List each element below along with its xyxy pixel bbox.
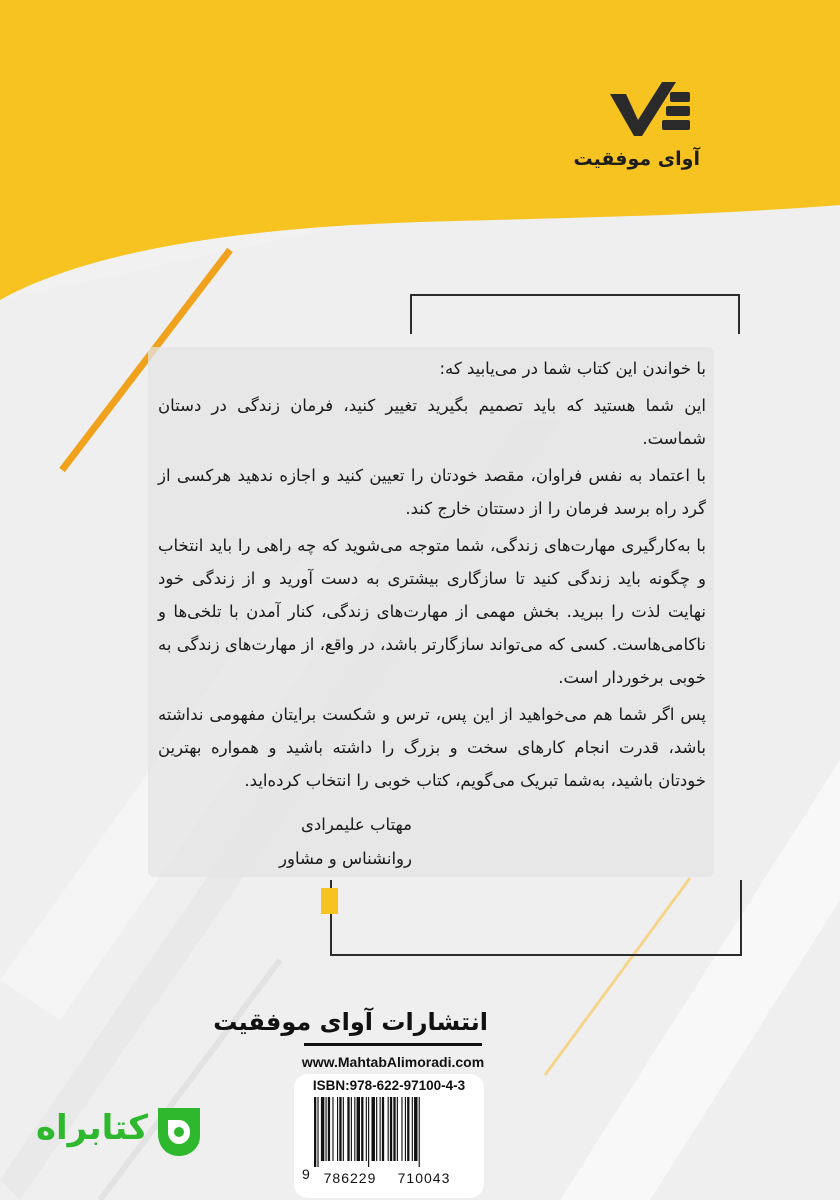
intro-line: با خواندن این کتاب شما در می‌یابید که:	[439, 359, 706, 378]
barcode-bar	[339, 1097, 341, 1161]
barcode	[312, 1097, 462, 1169]
barcode-bar	[368, 1097, 369, 1167]
brand-logo	[573, 78, 700, 188]
author-title: روانشناس و مشاور	[279, 849, 412, 868]
barcode-bar	[380, 1097, 381, 1161]
barcode-bar	[366, 1097, 367, 1161]
barcode-digits-right: 710043	[397, 1170, 451, 1186]
barcode-bar	[314, 1097, 316, 1167]
ketabrah-leaf-icon[interactable]	[150, 1102, 208, 1160]
barcode-bar	[372, 1097, 375, 1161]
paragraph: با اعتماد به نفس فراوان، مقصد خودتان را تعیین کنید و اجازه ندهید هرکسی از گرد راه برسد فرمان را از دستتان خارج کند.	[158, 466, 706, 518]
frame-bottom-bracket	[330, 880, 742, 956]
barcode-bar	[414, 1097, 417, 1161]
barcode-bar	[376, 1097, 377, 1161]
back-cover-text	[158, 352, 706, 801]
barcode-digit-first: 9	[302, 1166, 310, 1182]
ketabrah-label[interactable]: کتابراه	[35, 1108, 148, 1148]
barcode-bar	[397, 1097, 398, 1161]
barcode-bar	[317, 1097, 318, 1167]
barcode-bar	[354, 1097, 355, 1161]
author-signature	[200, 808, 412, 876]
barcode-bar	[419, 1097, 420, 1167]
paragraph: پس اگر شما هم می‌خواهید از این پس، ترس و شکست برایتان مفهومی نداشته باشد، قدرت انجام کارهای سخت و بزرگ را داشته باشید و همواره بهترین خودتان باشید، به‌شما تبریک می‌گویم، کتاب خوبی را انتخاب کرده‌اید.	[158, 705, 706, 790]
publisher-name: انتشارات آوای موفقیت	[213, 1008, 488, 1036]
barcode-bar	[328, 1097, 330, 1161]
barcode-bar	[401, 1097, 402, 1161]
brand-name: آوای موفقیت	[573, 148, 700, 170]
barcode-bar	[321, 1097, 324, 1161]
barcode-bar	[347, 1097, 349, 1161]
yellow-accent-mark	[321, 888, 338, 914]
barcode-digits-left: 786229	[323, 1170, 377, 1186]
barcode-bar	[351, 1097, 352, 1161]
barcode-bar	[361, 1097, 363, 1161]
barcode-bar	[343, 1097, 344, 1161]
barcode-bar	[390, 1097, 392, 1161]
barcode-bar	[412, 1097, 413, 1161]
barcode-bar	[407, 1097, 409, 1161]
author-name: مهتاب علیمرادی	[300, 815, 412, 834]
check-stack-icon	[600, 78, 700, 142]
barcode-bar	[405, 1097, 406, 1161]
barcode-bar	[382, 1097, 384, 1161]
barcode-bar	[332, 1097, 333, 1161]
barcode-bar	[388, 1097, 389, 1161]
barcode-bar	[357, 1097, 360, 1161]
publisher-underline	[304, 1043, 482, 1046]
isbn-number: ISBN:978-622-97100-4-3	[312, 1078, 466, 1093]
barcode-bar	[326, 1097, 327, 1161]
paragraph: با به‌کارگیری مهارت‌های زندگی، شما متوجه می‌شوید که چه راهی را باید انتخاب و چگونه باید زندگی کنید تا سازگاری بیشتری به دست آورید و از زندگی خود نهایت لذت را ببرید. بخش مهمی از مهارت‌های زندگی، کنار آمدن با تلخی‌ها و ناکامی‌هاست. کسی که می‌تواند سازگارتر باشد، در واقع، از مهارت‌های زندگی به خوبی برخوردار است.	[158, 536, 706, 687]
paragraph: این شما هستید که باید تصمیم بگیرید تغییر کنید، فرمان زندگی در دستان شماست.	[158, 396, 706, 448]
frame-top-bracket	[410, 294, 740, 334]
website-url[interactable]: www.MahtabAlimoradi.com	[301, 1054, 485, 1070]
barcode-bar	[393, 1097, 395, 1161]
barcode-bar	[337, 1097, 338, 1161]
